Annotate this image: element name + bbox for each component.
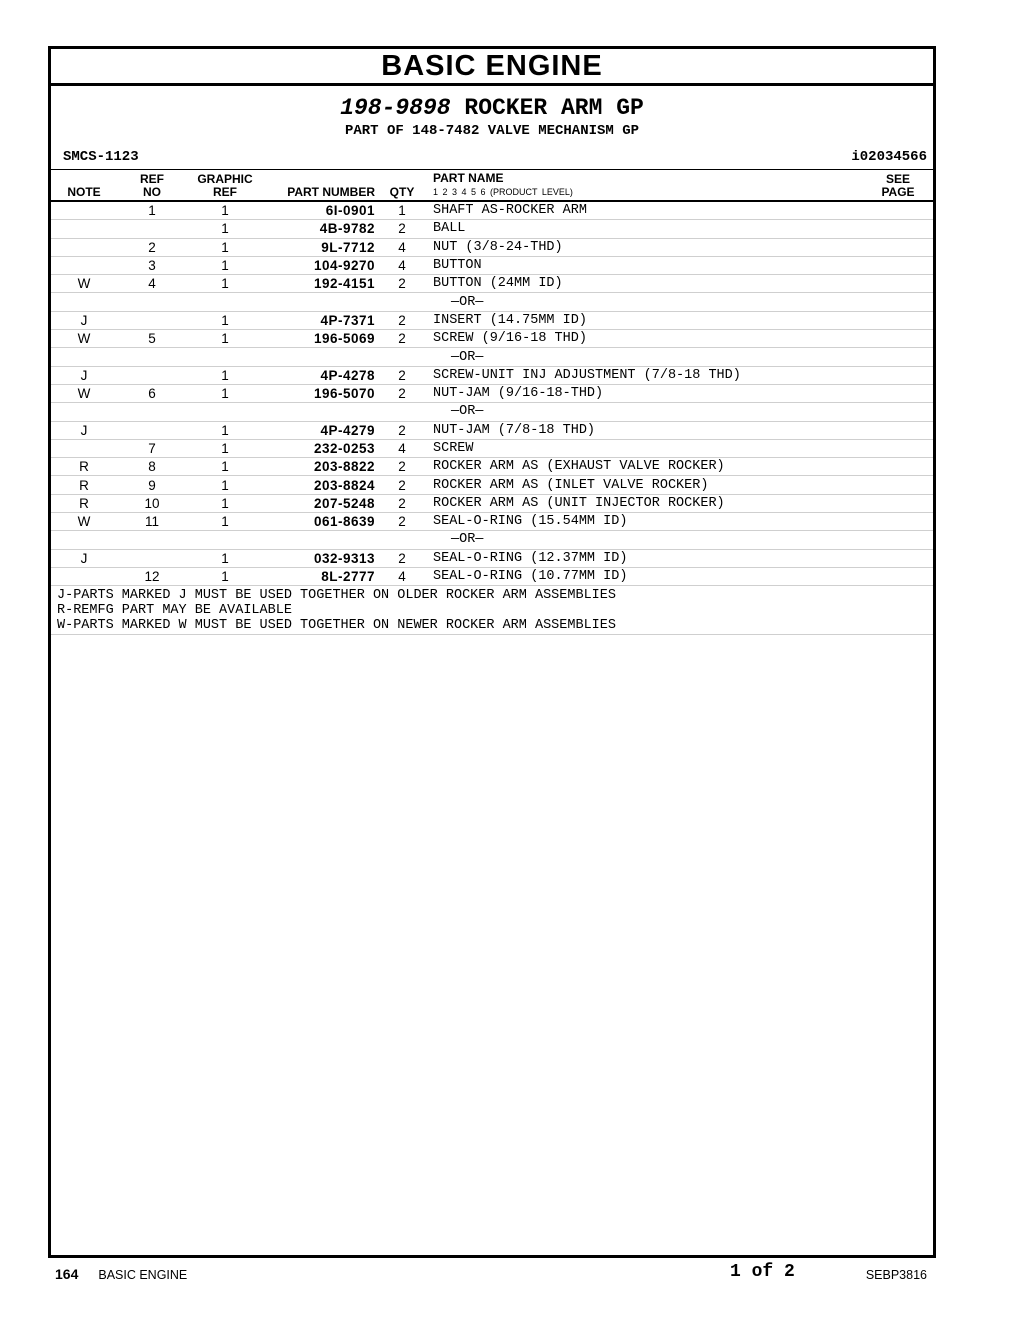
row-see-page [863,220,933,238]
table-row [51,220,933,238]
row-note: R [51,458,117,476]
header-graphic-ref: GRAPHIC REF [197,172,253,199]
row-graphic-ref: 1 [187,384,263,402]
header-qty: QTY [389,185,415,199]
row-part-name: INSERT (14.75MM ID) [423,311,863,329]
row-graphic-ref: 1 [187,421,263,439]
row-qty: 2 [381,330,423,348]
row-see-page [863,439,933,457]
table-row [51,494,933,512]
row-qty: 4 [381,439,423,457]
row-part-name: ROCKER ARM AS (EXHAUST VALVE ROCKER) [423,458,863,476]
row-see-page [863,238,933,256]
row-qty: 2 [381,458,423,476]
row-ref-no: 2 [117,238,187,256]
row-part-number [263,293,381,311]
row-graphic-ref: 1 [187,330,263,348]
table-row [51,275,933,293]
row-part-name: ROCKER ARM AS (INLET VALVE ROCKER) [423,476,863,494]
row-part-number: 8L-2777 [263,567,381,585]
row-qty: 2 [381,476,423,494]
row-ref-no: 8 [117,458,187,476]
row-qty: 2 [381,220,423,238]
table-row [51,403,933,421]
row-graphic-ref: 1 [187,513,263,531]
table-header [51,170,933,202]
row-see-page [863,549,933,567]
row-note: J [51,421,117,439]
table-row [51,293,933,311]
row-ref-no: 3 [117,256,187,274]
table-row [51,256,933,274]
row-qty [381,348,423,366]
row-part-name: NUT (3/8-24-THD) [423,238,863,256]
table-row [51,201,933,220]
row-note: R [51,494,117,512]
row-qty: 2 [381,421,423,439]
row-graphic-ref [187,293,263,311]
row-ref-no [117,366,187,384]
row-qty: 2 [381,311,423,329]
footer-page-number: 164 [55,1266,79,1282]
header-ref-no: REF NO [140,172,164,199]
row-part-number: 196-5069 [263,330,381,348]
row-note [51,531,117,549]
row-see-page [863,348,933,366]
table-row [51,366,933,384]
row-part-number: 104-9270 [263,256,381,274]
row-qty: 2 [381,275,423,293]
row-part-number: 196-5070 [263,384,381,402]
row-graphic-ref: 1 [187,201,263,220]
codes-line [51,149,933,165]
row-qty: 2 [381,384,423,402]
header-part-number: PART NUMBER [287,185,375,199]
table-row [51,238,933,256]
row-graphic-ref: 1 [187,476,263,494]
row-note [51,238,117,256]
section-title: BASIC ENGINE [51,49,933,86]
row-part-number: 203-8824 [263,476,381,494]
row-ref-no: 7 [117,439,187,457]
row-part-number: 032-9313 [263,549,381,567]
row-ref-no: 11 [117,513,187,531]
table-row [51,513,933,531]
table-row [51,348,933,366]
row-note [51,403,117,421]
row-part-number: 4P-7371 [263,311,381,329]
row-part-name: SEAL-O-RING (15.54MM ID) [423,513,863,531]
table-row [51,567,933,585]
header-see-page: SEE PAGE [881,172,915,199]
row-graphic-ref: 1 [187,275,263,293]
row-note: R [51,476,117,494]
parts-table [51,169,933,586]
group-name: ROCKER ARM GP [464,95,644,121]
row-ref-no [117,293,187,311]
row-see-page [863,330,933,348]
row-graphic-ref: 1 [187,567,263,585]
row-see-page [863,494,933,512]
row-part-name: SHAFT AS-ROCKER ARM [423,201,863,220]
row-qty: 4 [381,256,423,274]
row-note [51,567,117,585]
row-part-number: 207-5248 [263,494,381,512]
row-part-number: 203-8822 [263,458,381,476]
row-graphic-ref [187,531,263,549]
table-row [51,458,933,476]
row-ref-no: 4 [117,275,187,293]
row-graphic-ref: 1 [187,439,263,457]
row-qty [381,403,423,421]
table-row [51,384,933,402]
row-part-name: NUT-JAM (9/16-18-THD) [423,384,863,402]
row-ref-no: 6 [117,384,187,402]
row-ref-no: 12 [117,567,187,585]
row-see-page [863,421,933,439]
row-part-name: SCREW [423,439,863,457]
row-graphic-ref: 1 [187,549,263,567]
row-ref-no: 10 [117,494,187,512]
header-note: NOTE [67,185,101,199]
row-note [51,293,117,311]
table-row [51,439,933,457]
note-j: J-PARTS MARKED J MUST BE USED TOGETHER ON OLDER ROCKER ARM ASSEMBLIES [57,588,616,604]
row-part-number: 192-4151 [263,275,381,293]
row-see-page [863,275,933,293]
group-title [51,95,933,121]
row-see-page [863,458,933,476]
row-see-page [863,513,933,531]
row-qty: 2 [381,549,423,567]
row-see-page [863,366,933,384]
row-graphic-ref [187,348,263,366]
row-ref-no [117,348,187,366]
row-graphic-ref: 1 [187,494,263,512]
row-graphic-ref: 1 [187,366,263,384]
row-see-page [863,403,933,421]
row-ref-no [117,311,187,329]
row-qty: 4 [381,567,423,585]
row-note: J [51,549,117,567]
row-part-name: SEAL-O-RING (12.37MM ID) [423,549,863,567]
row-qty: 1 [381,201,423,220]
row-part-name: —OR— [423,348,863,366]
row-ref-no [117,403,187,421]
illustration-id: i02034566 [851,149,927,165]
row-note: W [51,330,117,348]
footer-publication: SEBP3816 [865,1268,927,1282]
table-row [51,549,933,567]
table-row [51,531,933,549]
row-graphic-ref [187,403,263,421]
row-qty: 2 [381,366,423,384]
row-part-number: 6I-0901 [263,201,381,220]
row-note: W [51,513,117,531]
row-ref-no [117,220,187,238]
row-part-number: 061-8639 [263,513,381,531]
row-part-number: 4B-9782 [263,220,381,238]
footer-page-of: 1 of 2 [730,1262,795,1282]
row-part-name: —OR— [423,531,863,549]
parts-body [51,201,933,586]
row-see-page [863,293,933,311]
row-part-name: BUTTON [423,256,863,274]
row-note [51,348,117,366]
row-note [51,220,117,238]
row-graphic-ref: 1 [187,238,263,256]
row-part-number [263,531,381,549]
row-part-name: SCREW-UNIT INJ ADJUSTMENT (7/8-18 THD) [423,366,863,384]
row-part-name: NUT-JAM (7/8-18 THD) [423,421,863,439]
row-note: W [51,384,117,402]
row-graphic-ref: 1 [187,311,263,329]
page-footer [55,1262,927,1286]
row-part-name: SCREW (9/16-18 THD) [423,330,863,348]
row-part-name: SEAL-O-RING (10.77MM ID) [423,567,863,585]
row-part-number [263,348,381,366]
row-part-name: —OR— [423,403,863,421]
row-part-name: BALL [423,220,863,238]
table-row [51,311,933,329]
row-qty: 4 [381,238,423,256]
table-row [51,421,933,439]
row-see-page [863,531,933,549]
row-note: J [51,366,117,384]
row-graphic-ref: 1 [187,458,263,476]
row-ref-no: 1 [117,201,187,220]
group-number: 198-9898 [340,95,451,121]
row-part-name: ROCKER ARM AS (UNIT INJECTOR ROCKER) [423,494,863,512]
row-qty: 2 [381,494,423,512]
row-qty [381,293,423,311]
header-part-name: PART NAME 1 2 3 4 5 6 (PRODUCT LEVEL) [433,171,573,197]
table-row [51,330,933,348]
part-of-line: PART OF 148-7482 VALVE MECHANISM GP [344,123,640,139]
row-graphic-ref: 1 [187,220,263,238]
row-ref-no [117,531,187,549]
row-part-number [263,403,381,421]
row-part-number: 4P-4279 [263,421,381,439]
row-see-page [863,384,933,402]
row-note: J [51,311,117,329]
row-see-page [863,476,933,494]
row-see-page [863,567,933,585]
row-note [51,439,117,457]
row-part-name: BUTTON (24MM ID) [423,275,863,293]
table-row [51,476,933,494]
row-part-number: 232-0253 [263,439,381,457]
row-note [51,201,117,220]
note-r: R-REMFG PART MAY BE AVAILABLE [57,603,292,619]
row-see-page [863,256,933,274]
row-ref-no [117,549,187,567]
row-ref-no: 5 [117,330,187,348]
note-w: W-PARTS MARKED W MUST BE USED TOGETHER ON NEWER ROCKER ARM ASSEMBLIES [57,618,616,634]
footer-section: BASIC ENGINE [98,1268,188,1282]
row-ref-no [117,421,187,439]
row-note: W [51,275,117,293]
product-levels: 1 2 3 4 5 6 (PRODUCT LEVEL) [433,187,573,197]
row-note [51,256,117,274]
row-see-page [863,201,933,220]
row-qty [381,531,423,549]
smcs-code: SMCS-1123 [63,149,139,165]
notes-block [51,586,933,635]
page-frame [48,46,936,1258]
row-part-number: 9L-7712 [263,238,381,256]
row-part-name: —OR— [423,293,863,311]
row-graphic-ref: 1 [187,256,263,274]
row-qty: 2 [381,513,423,531]
row-see-page [863,311,933,329]
row-part-number: 4P-4278 [263,366,381,384]
row-ref-no: 9 [117,476,187,494]
